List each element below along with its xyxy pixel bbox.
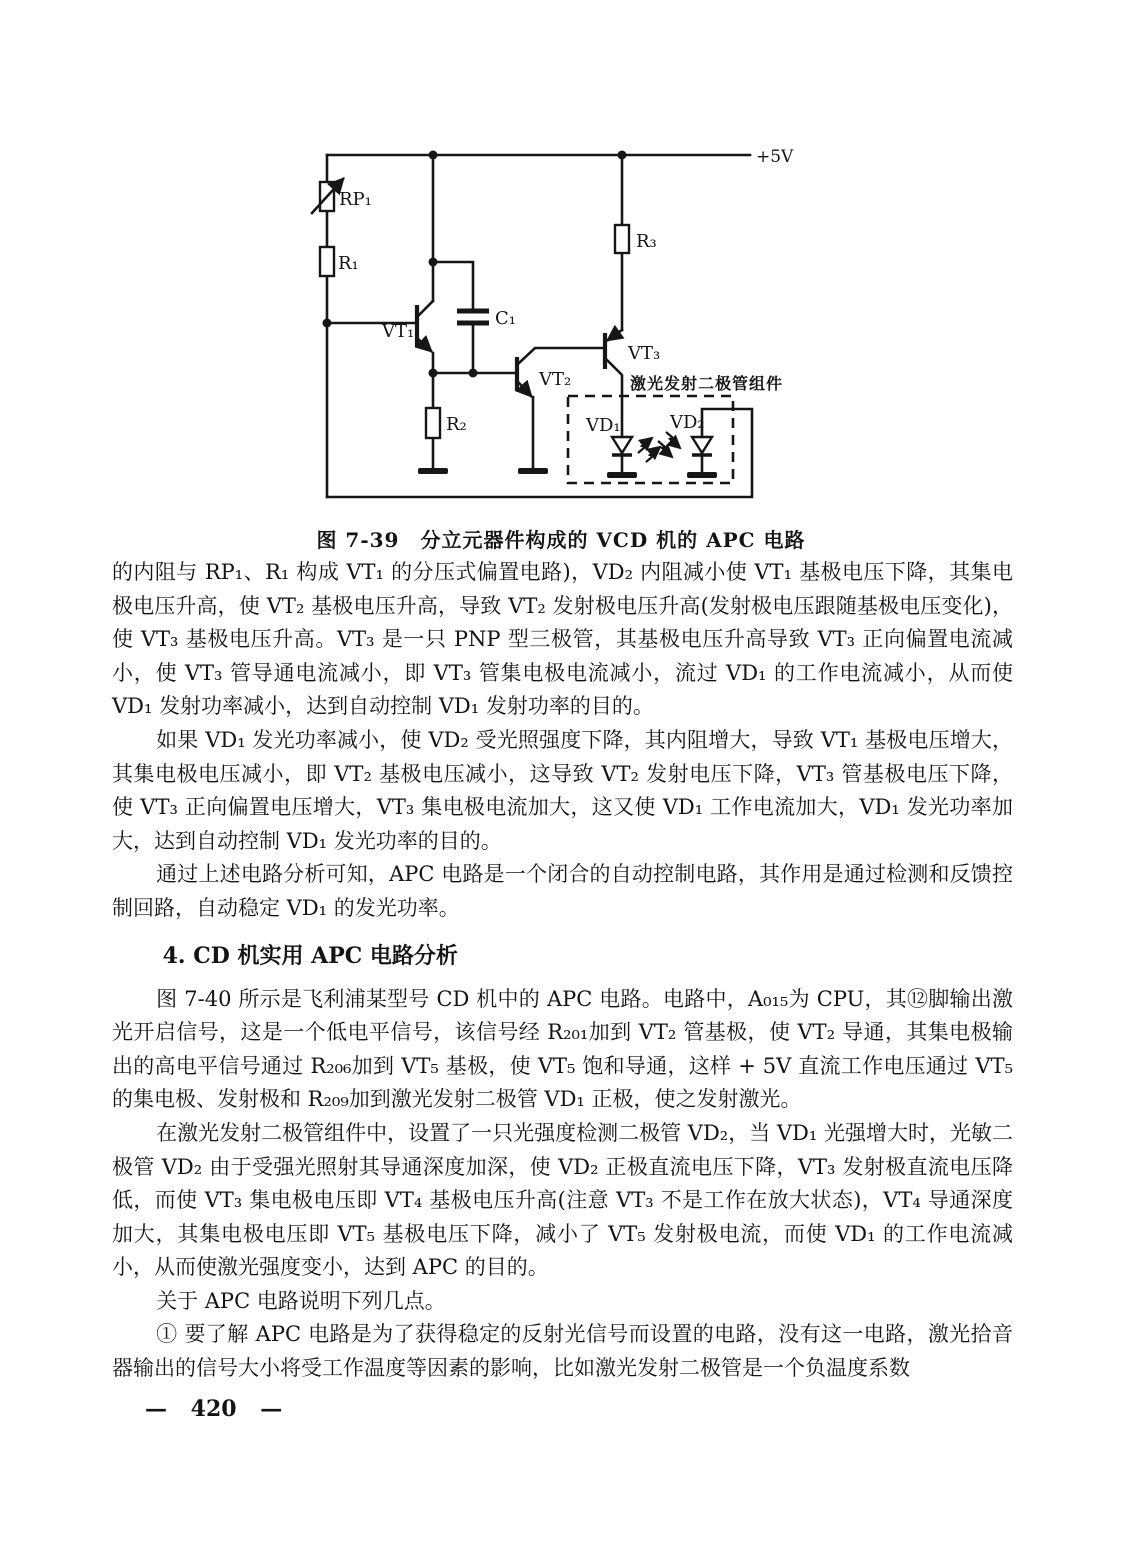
- vt1-emitter-diagonal: [418, 339, 431, 351]
- label-rp1: RP₁: [339, 189, 372, 210]
- detection-bolt: [658, 441, 672, 457]
- vt2-emitter-diagonal: [519, 383, 531, 396]
- laser-diode-vd1: [612, 437, 660, 462]
- photodiode-vd2: [658, 432, 712, 457]
- label-vt1: VT₁: [382, 321, 415, 342]
- junction-dot: [323, 319, 332, 328]
- body-text: [112, 556, 1013, 1386]
- detection-bolt: [666, 432, 680, 448]
- junction-dot: [429, 369, 438, 378]
- figure-7-39: [290, 135, 810, 535]
- vd1-triangle: [612, 437, 632, 453]
- ground-symbol: [518, 468, 548, 474]
- label-r2: R₂: [446, 414, 467, 435]
- paragraph: ① 要了解 APC 电路是为了获得稳定的反射光信号而设置的电路，没有这一电路，激光拾音器输出的信号大小将受工作温度等因素的影响，比如激光发射二极管是一个负温度系数: [112, 1322, 1013, 1381]
- ground-symbol: [418, 468, 448, 474]
- junction-dot: [429, 258, 438, 267]
- emission-bolt: [638, 438, 652, 453]
- c1-top-wire: [433, 262, 473, 308]
- figure-caption: 图 7-39 分立元器件构成的 VCD 机的 APC 电路: [316, 528, 806, 552]
- supply-label: +5V: [756, 147, 794, 167]
- resistor-r3: [615, 225, 629, 253]
- paragraph: 如果 VD₁ 发光功率减小，使 VD₂ 受光照强度下降，其内阻增大，导致 VT₁ 基极电压增大，其集电极电压减小，即 VT₂ 基极电压减小，这导致 VT₂ 发射电压下降，VT₃ 管基极电压下降，使 VT₃ 正向偏置电压增大，VT₃ 集电极电流加大，这又使 VD₁ 工作电流加大，VD₁ 发光功率加大，达到自动控制 VD₁ 发光功率的目的。: [112, 727, 1013, 853]
- vt2-collector-wire: [519, 348, 605, 363]
- capacitor-c1: [457, 311, 489, 323]
- junction-dot: [429, 151, 438, 160]
- paragraph: 在激光发射二极管组件中，设置了一只光强度检测二极管 VD₂，当 VD₁ 光强增大时，光敏二极管 VD₂ 由于受强光照射其导通深度加深，使 VD₂ 正极直流电压下降，VT₃ 发射极直流电压降低，而使 VT₃ 集电极电压即 VT₄ 基极电压升高(注意 VT₃ 不是工作在放大状态)，VT₄ 导通深度加大，其集电极电压即 VT₅ 基极电压下降，减小了 VT₅ 发射极电流，而使 VD₁ 的工作电流减小，从而使激光强度变小，达到 APC 的目的。: [112, 1120, 1013, 1280]
- paragraph: 的内阻与 RP₁、R₁ 构成 VT₁ 的分压式偏置电路)，VD₂ 内阻减小使 VT₁ 基极电压下降，其集电极电压升高，使 VT₂ 基极电压升高，导致 VT₂ 发射极电压升高(发射极电压跟随基极电压变化)，使 VT₃ 基极电压升高。VT₃ 是一只 PNP 型三极管，其基极电压升高导致 VT₃ 正向偏置电流减小，使 VT₃ 管导通电流减小，即 VT₃ 管集电极电流减小，流过 VD₁ 的工作电流减小，从而使 VD₁ 发射功率减小，达到自动控制 VD₁ 发射功率的目的。: [112, 560, 1013, 719]
- label-vt2: VT₂: [539, 369, 572, 390]
- paragraph: 图 7-40 所示是飞利浦某型号 CD 机中的 APC 电路。电路中，A₀₁₅为 CPU，其⑫脚输出激光开启信号，这是一个低电平信号，该信号经 R₂₀₁加到 VT₂ 管基极，使 VT₂ 导通，其集电极输出的高电平信号通过 R₂₀₆加到 VT₅ 基极，使 VT₅ 饱和导通，这样 + 5V 直流工作电压通过 VT₅ 的集电极、发射极和 R₂₀₉加到激光发射二极管 VD₁ 正极，使之发射激光。: [112, 986, 1013, 1112]
- light-detection-arrows: [658, 432, 680, 457]
- resistor-r1: [320, 247, 334, 276]
- light-emission-arrows: [638, 438, 660, 462]
- label-vd1: VD₁: [586, 415, 621, 436]
- circuit-diagram: [290, 135, 810, 535]
- label-vt3: VT₃: [628, 343, 661, 364]
- laser-module-label: 激光发射二极管组件: [630, 374, 784, 393]
- vt3-emitter-diagonal: [608, 330, 622, 340]
- label-vd2: VD₂: [670, 412, 705, 433]
- junction-dots: [323, 151, 627, 378]
- label-r3: R₃: [636, 231, 657, 252]
- label-c1: C₁: [495, 308, 516, 329]
- section-heading: 4. CD 机实用 APC 电路分析: [162, 942, 458, 969]
- ground-symbol: [607, 472, 637, 478]
- paragraph: 通过上述电路分析可知，APC 电路是一个闭合的自动控制电路，其作用是通过检测和反馈控制回路，自动稳定 VD₁ 的发光功率。: [112, 862, 1013, 920]
- junction-dot: [618, 151, 627, 160]
- paragraph: 关于 APC 电路说明下列几点。: [156, 1288, 446, 1313]
- ground-symbol: [687, 472, 717, 478]
- vt1-collector-diagonal: [418, 301, 433, 316]
- page-number: — 420 —: [145, 1396, 283, 1422]
- vd2-triangle: [692, 437, 712, 453]
- junction-dot: [469, 369, 478, 378]
- emission-bolt: [646, 447, 660, 462]
- resistor-r2: [426, 408, 440, 438]
- label-r1: R₁: [338, 253, 359, 274]
